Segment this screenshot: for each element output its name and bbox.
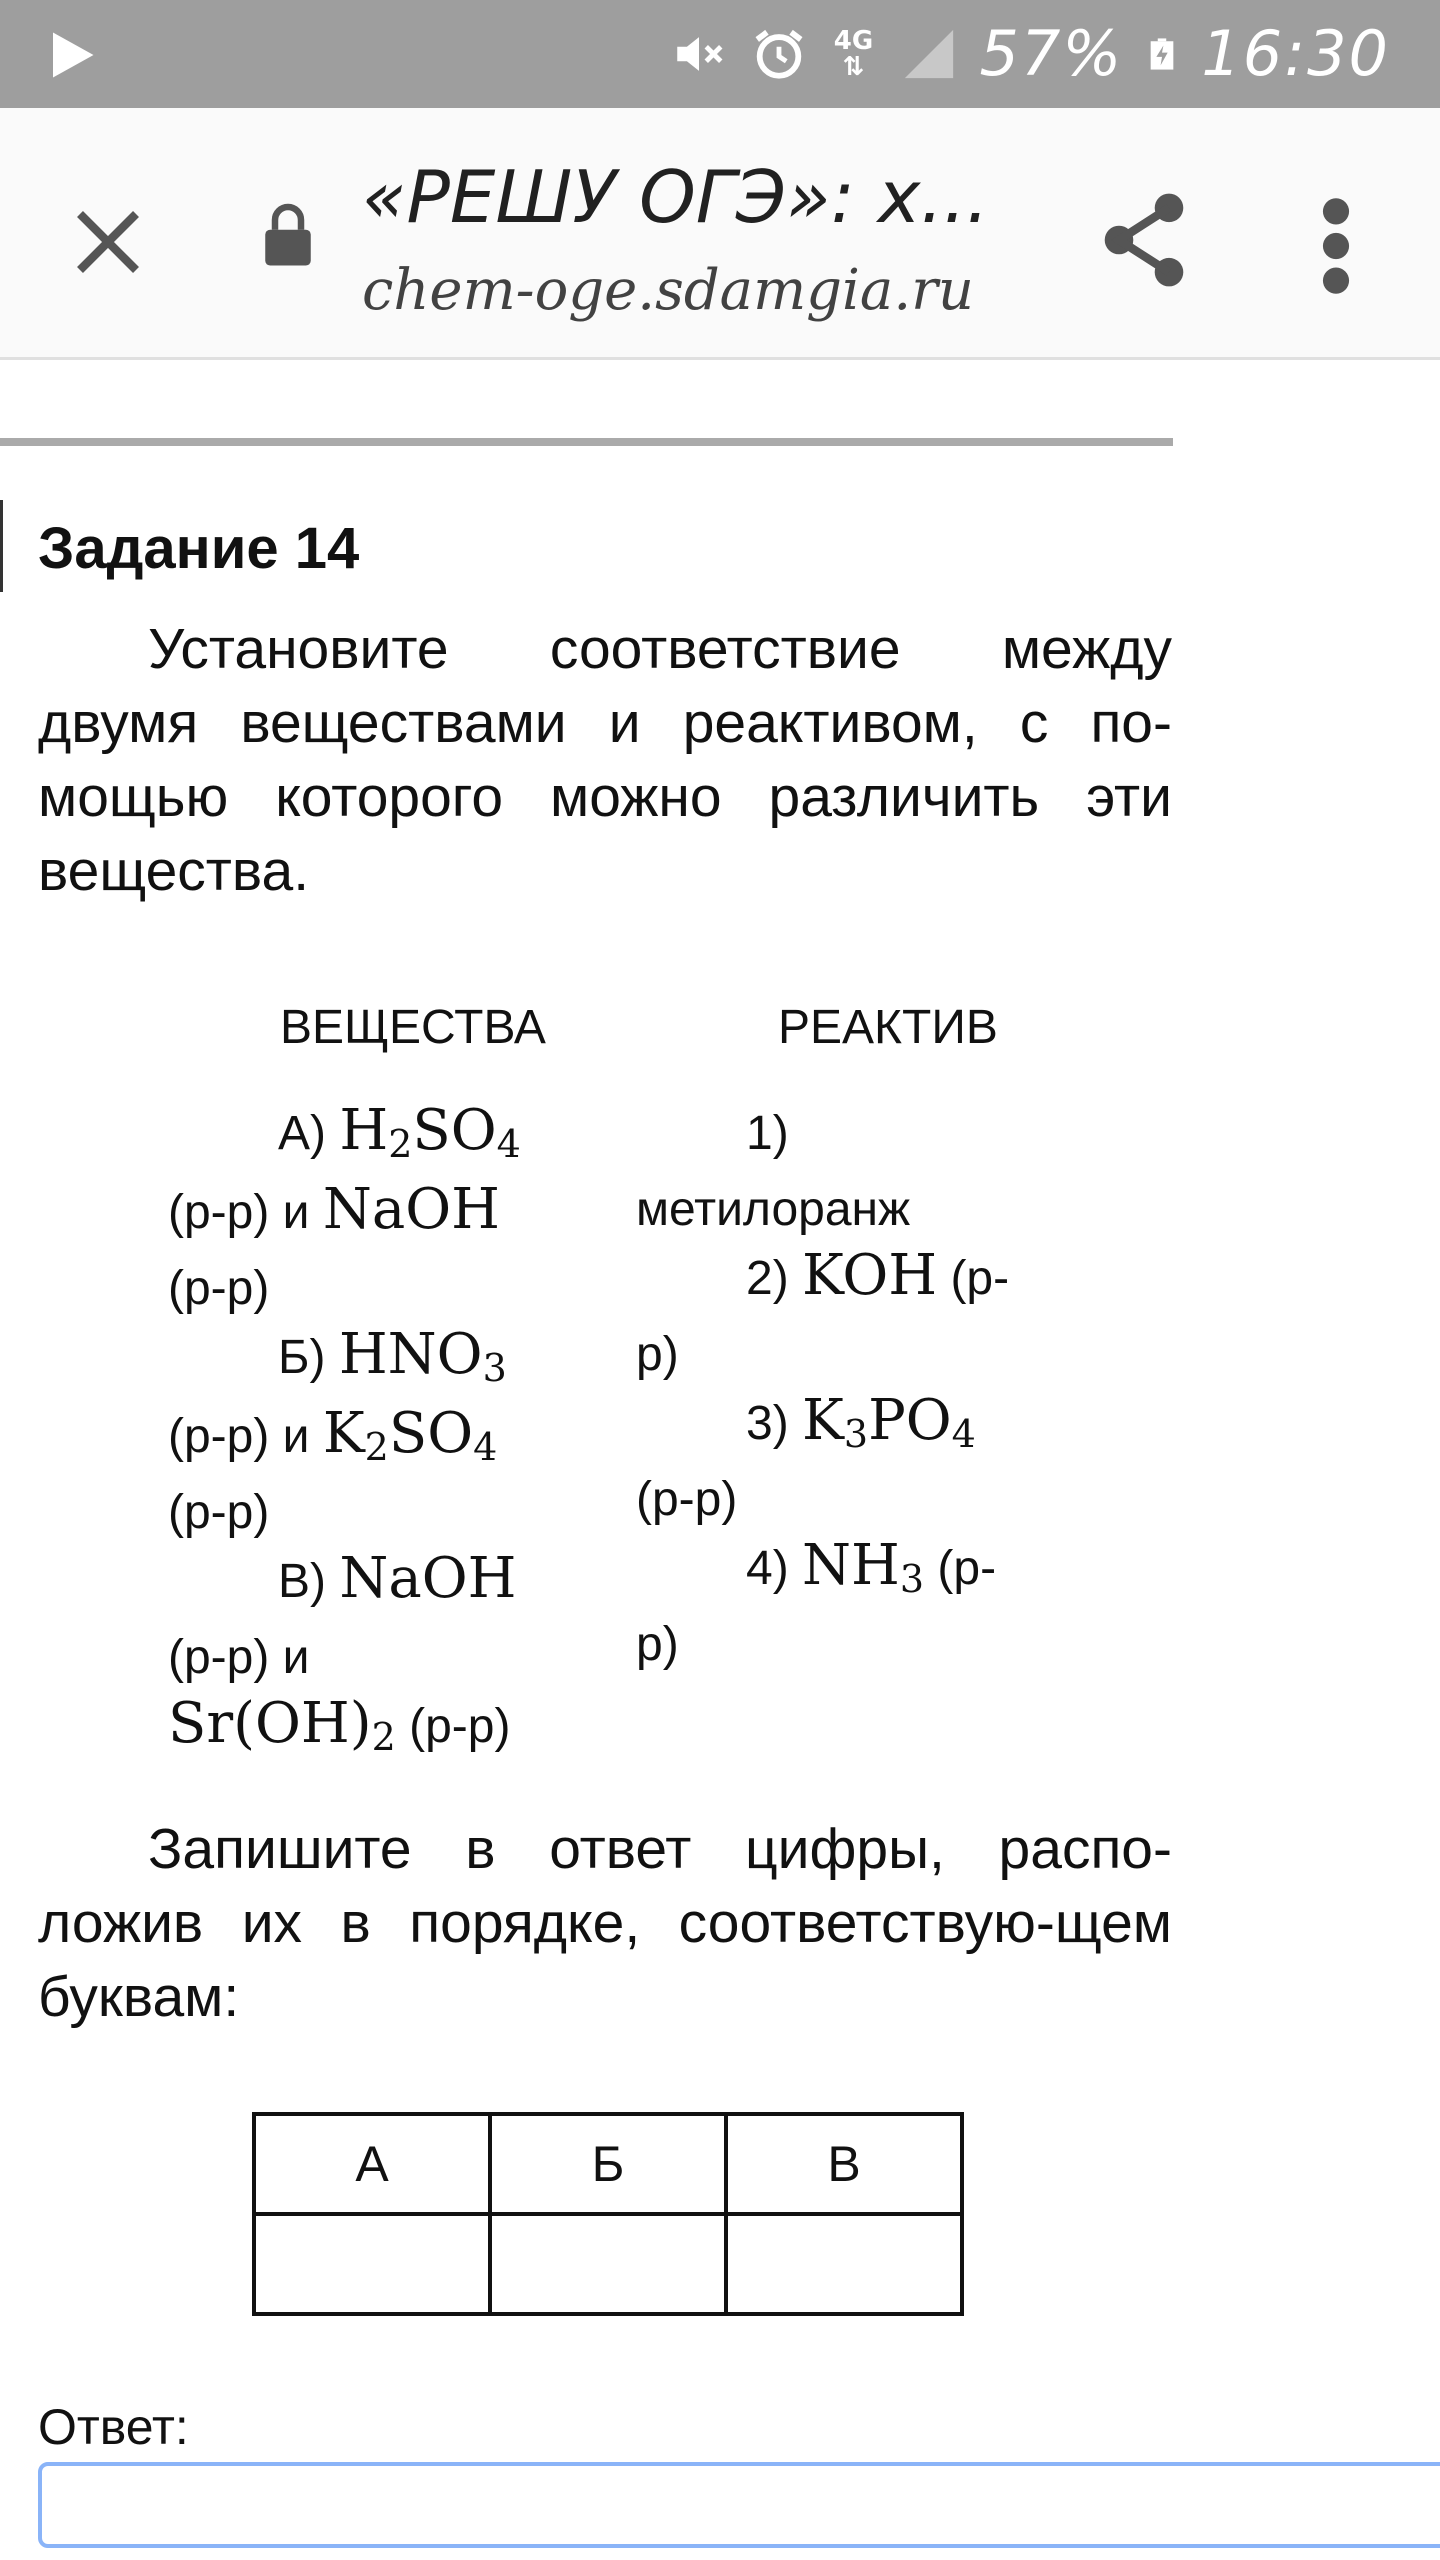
table-header-cell: В (726, 2114, 962, 2214)
table-cell (490, 2214, 726, 2314)
clock: 16:30 (1201, 17, 1390, 90)
formula: $NH_3$ (802, 1533, 925, 1601)
table-header-cell: Б (490, 2114, 726, 2214)
reagent-number: 1) (746, 1107, 789, 1160)
table-header-cell: А (254, 2114, 490, 2214)
divider (0, 438, 1173, 446)
substance-item-b: Б) $HNO_3$ (р-р) и $K_2SO_4$ (р-р) (168, 1322, 507, 1539)
status-icons (670, 0, 1391, 108)
reagent-number: 3) (746, 1397, 789, 1450)
page-url[interactable]: chem-oge.sdamgia.ru (362, 258, 974, 323)
alarm-icon (750, 25, 808, 83)
task-intro (38, 612, 1172, 908)
table-cell (726, 2214, 962, 2314)
status-bar (0, 0, 1440, 108)
substances-header: ВЕЩЕСТВА (280, 1001, 546, 1054)
formula: $K_2SO_4$ (322, 1401, 498, 1469)
share-icon[interactable] (1100, 190, 1188, 290)
answer-input[interactable] (38, 2462, 1440, 2548)
browser-toolbar (0, 108, 1440, 360)
table-cell (254, 2214, 490, 2314)
reagent-item-1: 1) метилоранж (636, 1107, 911, 1236)
substance-letter: В) (278, 1555, 326, 1608)
lock-icon (262, 200, 314, 266)
formula: NaOH (339, 1546, 517, 1611)
formula: $H_2SO_4$ (339, 1098, 521, 1166)
reagent-item-3: 3) $K_3PO_4$ (р-р) (636, 1388, 976, 1526)
formula: KOH (802, 1243, 938, 1308)
battery-percent: 57% (979, 17, 1124, 90)
reagent-number: 2) (746, 1252, 789, 1305)
close-icon[interactable] (66, 200, 150, 284)
substance-letter: А) (278, 1107, 326, 1160)
formula: $HNO_3$ (338, 1322, 507, 1390)
task-instruction (38, 1812, 1172, 2034)
mute-icon (670, 25, 728, 83)
reagents-list (636, 1098, 1036, 1678)
substances-list (168, 1098, 548, 1770)
answer-table (252, 2112, 964, 2316)
battery-charging-icon (1145, 25, 1179, 83)
substance-item-a: А) $H_2SO_4$ (р-р) и NaOH (р-р) (168, 1098, 521, 1315)
network-indicator (830, 28, 878, 80)
data-arrows-icon: ⇅ (842, 52, 865, 82)
table-header-row (254, 2114, 962, 2214)
task-instruction-text: Запишите в ответ цифры, распо-ложив их в порядке, соответствую-щем буквам: (38, 1817, 1172, 2029)
substance-letter: Б) (278, 1331, 326, 1384)
task-intro-text: Установите соответствие между двумя веществами и реактивом, с по-мощью которого можно различить эти вещества. (38, 617, 1172, 903)
substance-item-v: В) NaOH (р-р) и $Sr(OH)_2$ (р-р) (168, 1546, 517, 1759)
reagent-header: РЕАКТИВ (778, 1001, 998, 1054)
formula: $Sr(OH)_2$ (168, 1691, 396, 1759)
task-title: Задание 14 (38, 516, 360, 581)
formula: NaOH (322, 1177, 500, 1242)
reagent-item-4: 4) $NH_3$ (р-р) (636, 1533, 997, 1671)
play-icon (44, 28, 98, 82)
reagent-item-2: 2) KOH (р-р) (636, 1243, 1010, 1381)
answer-label: Ответ: (38, 2399, 189, 2455)
network-type: 4G (833, 26, 874, 56)
section-marker (0, 500, 3, 592)
more-vert-icon[interactable] (1320, 196, 1352, 296)
page-title[interactable]: «РЕШУ ОГЭ»: х... (362, 156, 990, 239)
reagent-number: 4) (746, 1542, 789, 1595)
signal-icon (900, 25, 958, 83)
table-row (254, 2214, 962, 2314)
formula: $K_3PO_4$ (802, 1388, 976, 1456)
